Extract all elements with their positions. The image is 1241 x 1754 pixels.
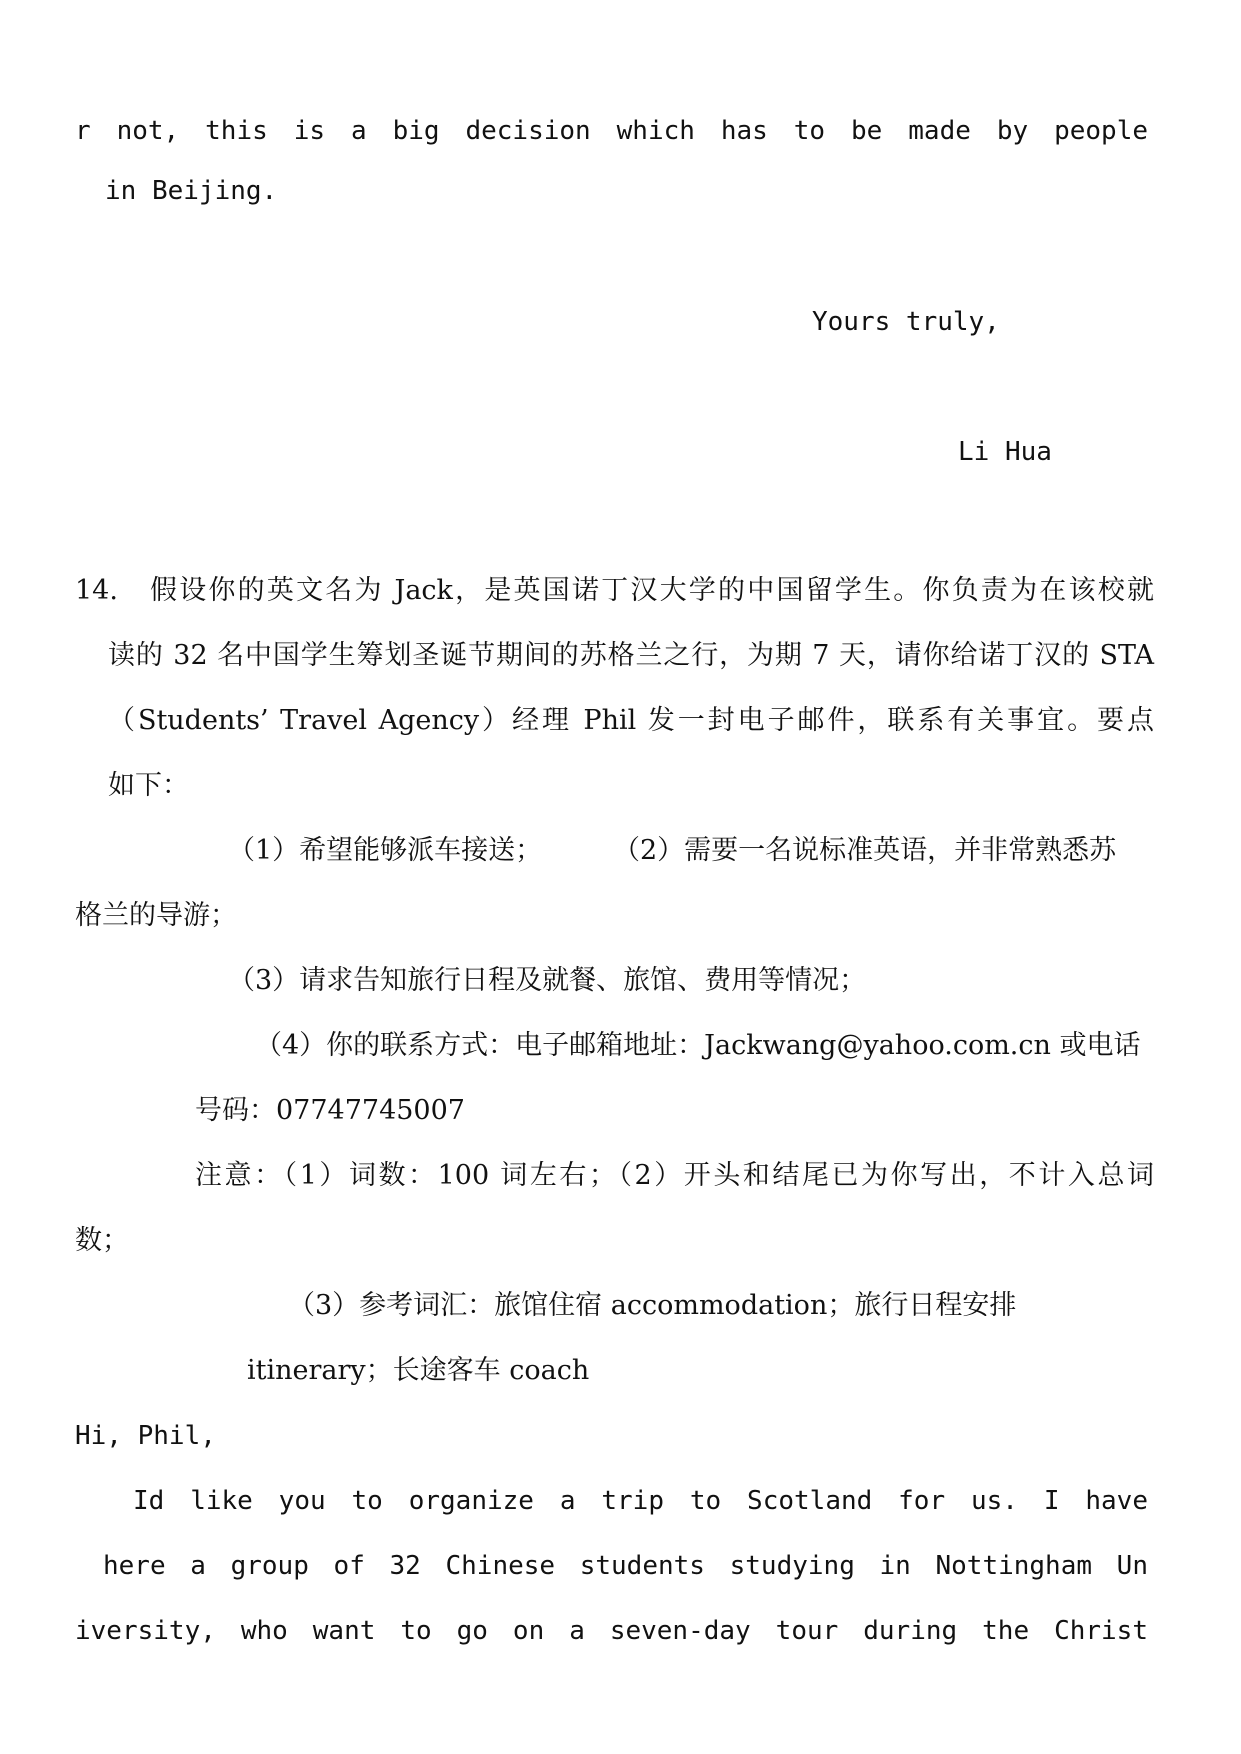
requirement-point: （2）需要一名说标准英语，并非常熟悉苏 (613, 835, 1117, 866)
requirement-point: 号码：07747745007 (195, 1095, 465, 1126)
note-line: 注意：（1）词数：100 词左右；（2）开头和结尾已为你写出，不计入总词 (195, 1160, 1154, 1191)
letter-body-line: r not, this is a big decision which has to be made by people (75, 116, 1148, 146)
requirement-point: （4）你的联系方式：电子邮箱地址：Jackwang@yahoo.com.cn 或电话 (255, 1030, 1141, 1061)
letter-closing: Yours truly, (812, 307, 1000, 337)
question-prompt-line: （Students’ Travel Agency）经理 Phil 发一封电子邮件，联系有关事宜。要点 (108, 705, 1154, 736)
email-greeting: Hi, Phil, (75, 1421, 216, 1451)
letter-body-line: in Beijing. (105, 176, 278, 206)
question-prompt-line: 如下： (108, 770, 189, 801)
note-line: （3）参考词汇：旅馆住宿 accommodation；旅行日程安排 (288, 1290, 1017, 1321)
requirement-point: 格兰的导游； (75, 900, 237, 931)
question-number: 14. (75, 575, 118, 606)
note-line: itinerary；长途客车 coach (247, 1355, 590, 1386)
letter-signature: Li Hua (958, 437, 1052, 467)
question-prompt-line: 读的 32 名中国学生筹划圣诞节期间的苏格兰之行，为期 7 天，请你给诺丁汉的 STA (108, 640, 1154, 671)
email-body-line: here a group of 32 Chinese students studying in Nottingham Un (103, 1551, 1148, 1581)
email-body-line: iversity, who want to go on a seven-day tour during the Christ (75, 1616, 1148, 1646)
note-line: 数； (75, 1225, 129, 1256)
email-body-line: Id like you to organize a trip to Scotland for us. I have (133, 1486, 1148, 1516)
requirement-point: （3）请求告知旅行日程及就餐、旅馆、费用等情况； (228, 965, 867, 996)
question-prompt-line: 假设你的英文名为 Jack，是英国诺丁汉大学的中国留学生。你负责为在该校就 (150, 575, 1154, 606)
requirement-point: （1）希望能够派车接送； (228, 835, 543, 866)
